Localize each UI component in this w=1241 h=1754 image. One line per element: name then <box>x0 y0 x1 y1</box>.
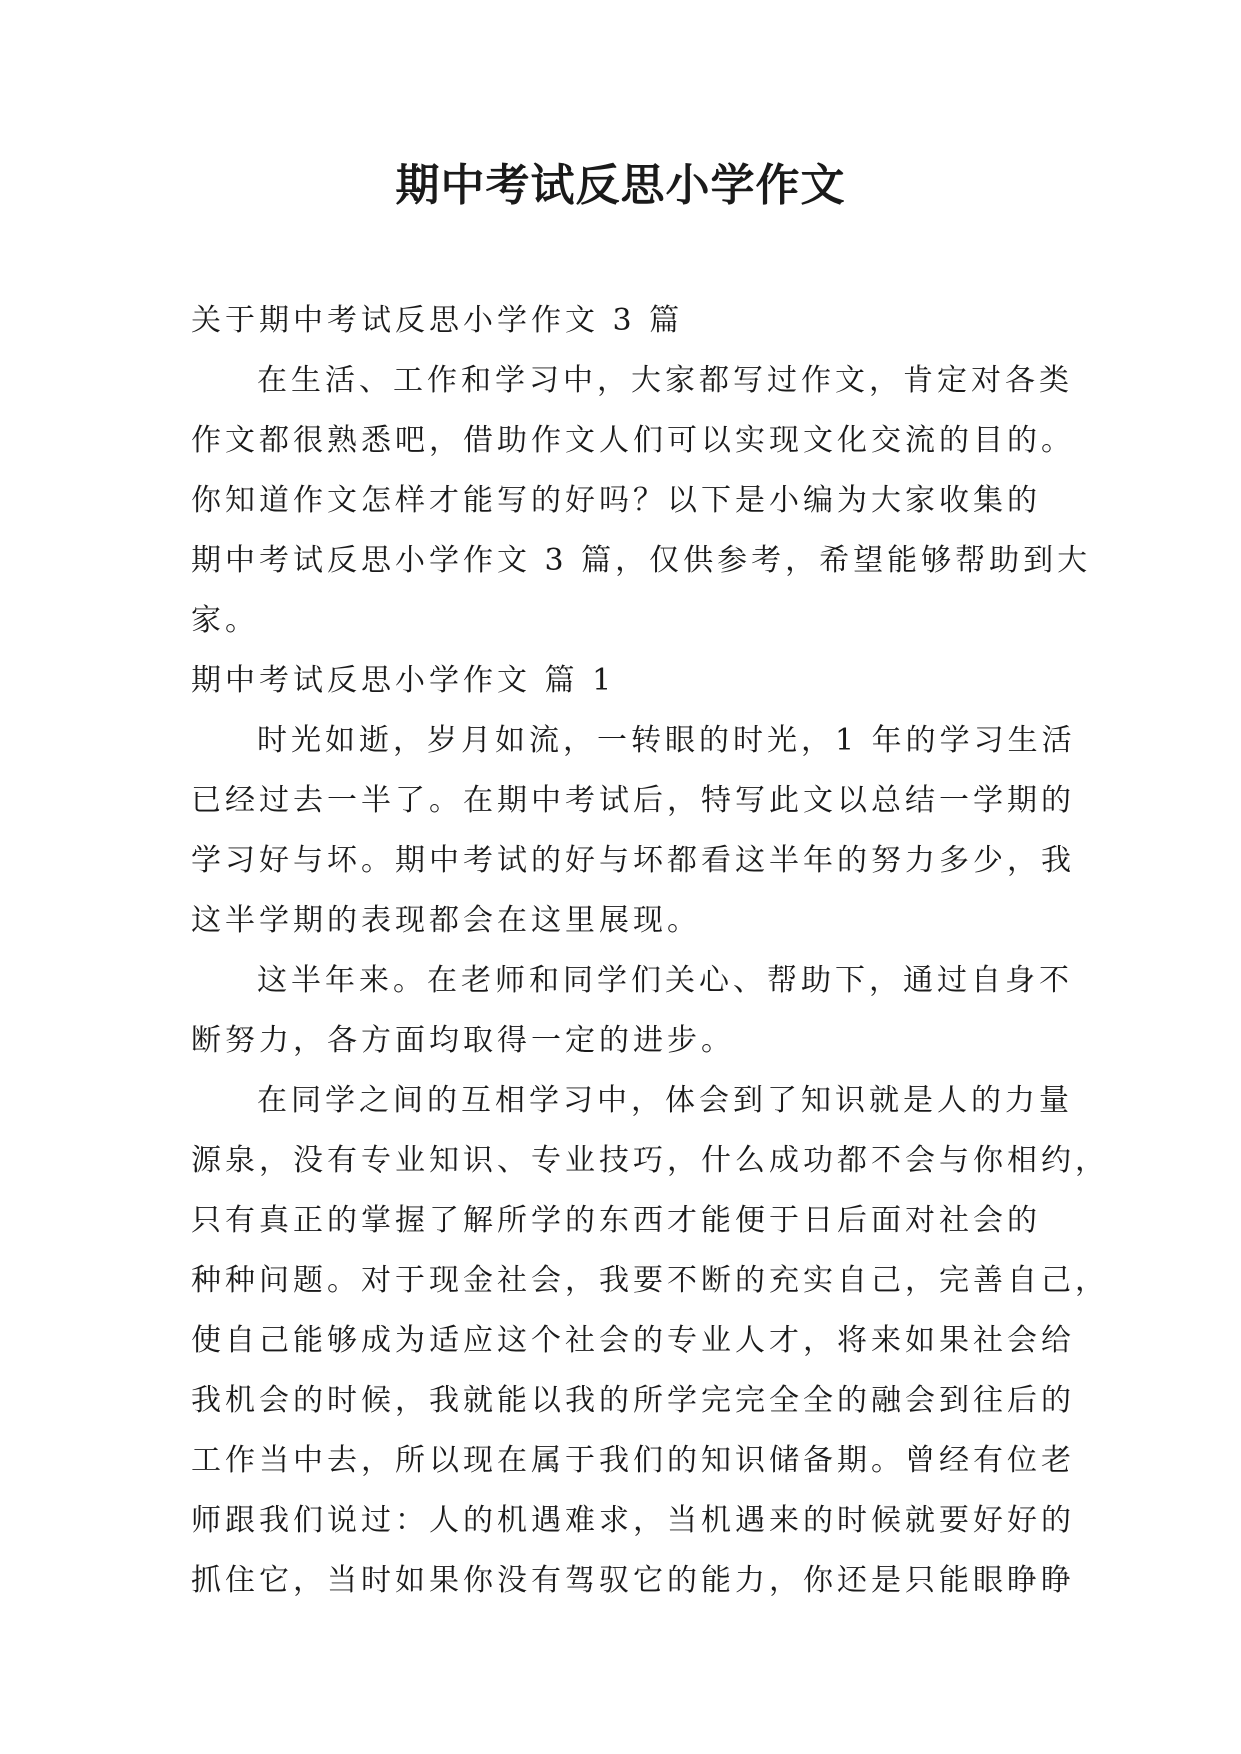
text-line: 使自己能够成为适应这个社会的专业人才，将来如果社会给 <box>191 1323 1075 1358</box>
text-line: 在同学之间的互相学习中，体会到了知识就是人的力量 <box>257 1083 1073 1118</box>
text-line: 关于期中考试反思小学作文 3 篇 <box>191 303 684 338</box>
document-body <box>191 291 1109 1611</box>
text-line: 作文都很熟悉吧，借助作文人们可以实现文化交流的目的。 <box>191 423 1075 458</box>
text-line: 断努力，各方面均取得一定的进步。 <box>191 1023 735 1058</box>
text-line: 在生活、工作和学习中，大家都写过作文，肯定对各类 <box>257 363 1073 398</box>
text-line: 这半年来。在老师和同学们关心、帮助下，通过自身不 <box>257 963 1073 998</box>
text-line: 只有真正的掌握了解所学的东西才能便于日后面对社会的 <box>191 1203 1041 1238</box>
text-line: 你知道作文怎样才能写的好吗？以下是小编为大家收集的 <box>191 483 1041 518</box>
text-line: 期中考试反思小学作文 篇 1 <box>191 663 616 698</box>
text-line: 我机会的时候，我就能以我的所学完完全全的融会到往后的 <box>191 1383 1075 1418</box>
text-line: 源泉，没有专业知识、专业技巧，什么成功都不会与你相约， <box>191 1143 1109 1178</box>
text-line: 学习好与坏。期中考试的好与坏都看这半年的努力多少，我 <box>191 843 1075 878</box>
text-line: 期中考试反思小学作文 3 篇，仅供参考，希望能够帮助到大 <box>191 543 1092 578</box>
text-line: 抓住它，当时如果你没有驾驭它的能力，你还是只能眼睁睁 <box>191 1563 1075 1598</box>
text-line: 种种问题。对于现金社会，我要不断的充实自己，完善自己， <box>191 1263 1109 1298</box>
text-line: 工作当中去，所以现在属于我们的知识储备期。曾经有位老 <box>191 1443 1075 1478</box>
text-line: 已经过去一半了。在期中考试后，特写此文以总结一学期的 <box>191 783 1075 818</box>
text-line: 师跟我们说过：人的机遇难求，当机遇来的时候就要好好的 <box>191 1503 1075 1538</box>
text-line: 时光如逝，岁月如流，一转眼的时光，1 年的学习生活 <box>257 723 1076 758</box>
text-line: 家。 <box>191 603 259 638</box>
text-line: 这半学期的表现都会在这里展现。 <box>191 903 701 938</box>
document-title: 期中考试反思小学作文 <box>395 160 846 211</box>
